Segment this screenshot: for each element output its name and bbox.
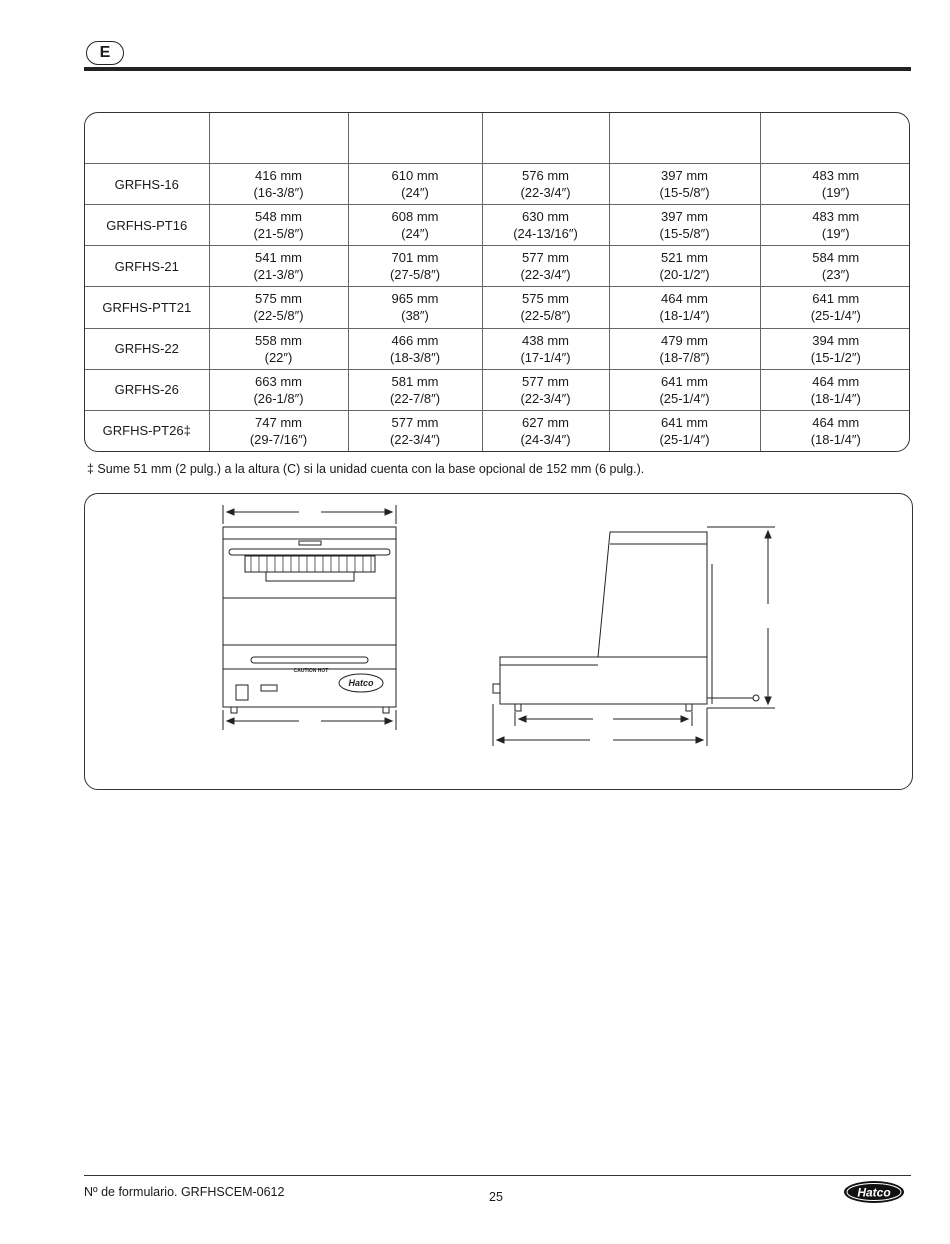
table-header-row: [85, 113, 910, 164]
table-header-cell: [348, 113, 482, 164]
model-cell: GRFHS-PT26‡: [85, 410, 209, 451]
metric-value: 581 mm: [391, 373, 439, 389]
dimension-cell: [209, 164, 348, 205]
form-number: Nº de formulario. GRFHSCEM-0612: [84, 1185, 285, 1199]
metric-value: 466 mm: [391, 332, 439, 348]
imperial-value: (22-3/4″): [389, 431, 441, 447]
dimension-cell: [609, 328, 760, 369]
model-cell: GRFHS-22: [85, 328, 209, 369]
imperial-value: (17-1/4″): [520, 349, 571, 365]
dimensions-table-grid: [85, 113, 910, 451]
table-row: [85, 369, 910, 410]
imperial-value: (24-3/4″): [520, 431, 571, 447]
page-number: 25: [489, 1190, 503, 1204]
metric-value: 483 mm: [812, 168, 860, 184]
dimension-cell: [609, 410, 760, 451]
dimension-cell: [209, 246, 348, 287]
metric-value: 577 mm: [522, 250, 569, 266]
imperial-value: (22″): [264, 349, 293, 365]
table-header-cell: [85, 113, 209, 164]
imperial-value: (26-1/8″): [253, 390, 304, 406]
metric-value: 608 mm: [391, 209, 439, 225]
imperial-value: (18-1/4″): [659, 308, 710, 324]
metric-value: 558 mm: [255, 332, 302, 348]
table-header-cell: [209, 113, 348, 164]
imperial-value: (15-1/2″): [810, 349, 861, 365]
header-rule: [84, 67, 911, 71]
imperial-value: (18-1/4″): [810, 390, 861, 406]
metric-value: 575 mm: [255, 291, 302, 307]
imperial-value: (29-7/16″): [249, 431, 308, 447]
model-cell: GRFHS-26: [85, 369, 209, 410]
side-view: [493, 527, 775, 746]
dimension-cell: [760, 369, 910, 410]
unit-logo: Hatco: [348, 678, 374, 688]
table-row: [85, 164, 910, 205]
dimension-cell: [760, 328, 910, 369]
imperial-value: (24″): [401, 185, 429, 201]
imperial-value: (24″): [401, 226, 429, 242]
metric-value: 630 mm: [522, 209, 569, 225]
metric-value: 394 mm: [812, 332, 860, 348]
dimension-cell: [209, 369, 348, 410]
metric-value: 575 mm: [522, 291, 569, 307]
metric-value: 521 mm: [661, 250, 708, 266]
metric-value: 641 mm: [661, 373, 708, 389]
table-header-cell: [760, 113, 910, 164]
metric-value: 548 mm: [255, 209, 302, 225]
imperial-value: (18-3/8″): [389, 349, 441, 365]
imperial-value: (22-5/8″): [253, 308, 304, 324]
dimension-cell: [348, 246, 482, 287]
table-row: [85, 287, 910, 328]
dimension-cell: [609, 164, 760, 205]
dimension-cell: [482, 164, 609, 205]
dimension-cell: [209, 410, 348, 451]
metric-value: 584 mm: [812, 250, 860, 266]
dimension-cell: [760, 410, 910, 451]
hatco-logo: [843, 1179, 907, 1205]
language-badge: E: [86, 41, 124, 65]
dimension-cell: [609, 287, 760, 328]
table-row: [85, 205, 910, 246]
metric-value: 483 mm: [812, 209, 860, 225]
dimension-cell: [482, 410, 609, 451]
imperial-value: (19″): [821, 185, 850, 201]
metric-value: 438 mm: [522, 332, 569, 348]
imperial-value: (21-5/8″): [253, 226, 304, 242]
front-panel-label: CAUTION HOT: [293, 668, 329, 674]
dimension-cell: [209, 328, 348, 369]
imperial-value: (25-1/4″): [659, 390, 710, 406]
imperial-value: (22-3/4″): [520, 185, 571, 201]
table-footnote: ‡ Sume 51 mm (2 pulg.) a la altura (C) si la unidad cuenta con la base opcional de 152 mm (6 pulg.).: [87, 462, 645, 476]
dimension-cell: [609, 246, 760, 287]
metric-value: 627 mm: [522, 414, 569, 430]
imperial-value: (19″): [821, 226, 850, 242]
dimension-cell: [482, 246, 609, 287]
metric-value: 541 mm: [255, 250, 302, 266]
metric-value: 576 mm: [522, 168, 569, 184]
metric-value: 610 mm: [391, 168, 439, 184]
dimensions-table: [84, 112, 910, 452]
imperial-value: (18-7/8″): [659, 349, 710, 365]
imperial-value: (22-5/8″): [520, 308, 571, 324]
dimension-cell: [348, 287, 482, 328]
metric-value: 397 mm: [661, 209, 708, 225]
imperial-value: (18-1/4″): [810, 431, 861, 447]
table-row: [85, 246, 910, 287]
table-row: [85, 328, 910, 369]
metric-value: 479 mm: [661, 332, 708, 348]
dimension-cell: [348, 369, 482, 410]
imperial-value: (22-3/4″): [520, 390, 571, 406]
dimension-cell: [209, 287, 348, 328]
dimension-cell: [609, 369, 760, 410]
model-cell: GRFHS-16: [85, 164, 209, 205]
imperial-value: (22-3/4″): [520, 267, 571, 283]
metric-value: 464 mm: [812, 373, 860, 389]
dimension-cell: [348, 164, 482, 205]
imperial-value: (38″): [401, 308, 429, 324]
dimension-cell: [482, 328, 609, 369]
imperial-value: (23″): [821, 267, 850, 283]
metric-value: 464 mm: [812, 414, 860, 430]
dimension-cell: [760, 164, 910, 205]
front-view: [223, 505, 396, 730]
dimension-cell: [482, 205, 609, 246]
imperial-value: (27-5/8″): [389, 267, 441, 283]
imperial-value: (20-1/2″): [659, 267, 710, 283]
imperial-value: (24-13/16″): [513, 226, 578, 242]
dimension-cell: [760, 246, 910, 287]
imperial-value: (16-3/8″): [253, 185, 304, 201]
dimension-cell: [760, 205, 910, 246]
dimension-cell: [609, 205, 760, 246]
metric-value: 397 mm: [661, 168, 708, 184]
dimension-drawing: [85, 494, 914, 791]
imperial-value: (22-7/8″): [389, 390, 441, 406]
model-cell: GRFHS-21: [85, 246, 209, 287]
metric-value: 965 mm: [391, 291, 439, 307]
metric-value: 701 mm: [391, 250, 439, 266]
imperial-value: (15-5/8″): [659, 226, 710, 242]
metric-value: 641 mm: [812, 291, 860, 307]
imperial-value: (15-5/8″): [659, 185, 710, 201]
metric-value: 747 mm: [255, 414, 302, 430]
dimension-cell: [348, 410, 482, 451]
metric-value: 577 mm: [522, 373, 569, 389]
dimension-drawing-panel: [84, 493, 913, 790]
metric-value: 464 mm: [661, 291, 708, 307]
table-header-cell: [609, 113, 760, 164]
dimension-cell: [760, 287, 910, 328]
dimension-cell: [482, 369, 609, 410]
dimension-cell: [482, 287, 609, 328]
metric-value: 416 mm: [255, 168, 302, 184]
metric-value: 577 mm: [391, 414, 439, 430]
footer-logo-text: Hatco: [857, 1185, 891, 1200]
metric-value: 641 mm: [661, 414, 708, 430]
table-header-cell: [482, 113, 609, 164]
imperial-value: (21-3/8″): [253, 267, 304, 283]
imperial-value: (25-1/4″): [810, 308, 861, 324]
model-cell: GRFHS-PT16: [85, 205, 209, 246]
dimension-cell: [348, 328, 482, 369]
model-cell: GRFHS-PTT21: [85, 287, 209, 328]
metric-value: 663 mm: [255, 373, 302, 389]
table-row: [85, 410, 910, 451]
imperial-value: (25-1/4″): [659, 431, 710, 447]
dimension-cell: [209, 205, 348, 246]
footer-rule: [84, 1175, 911, 1176]
dimension-cell: [348, 205, 482, 246]
